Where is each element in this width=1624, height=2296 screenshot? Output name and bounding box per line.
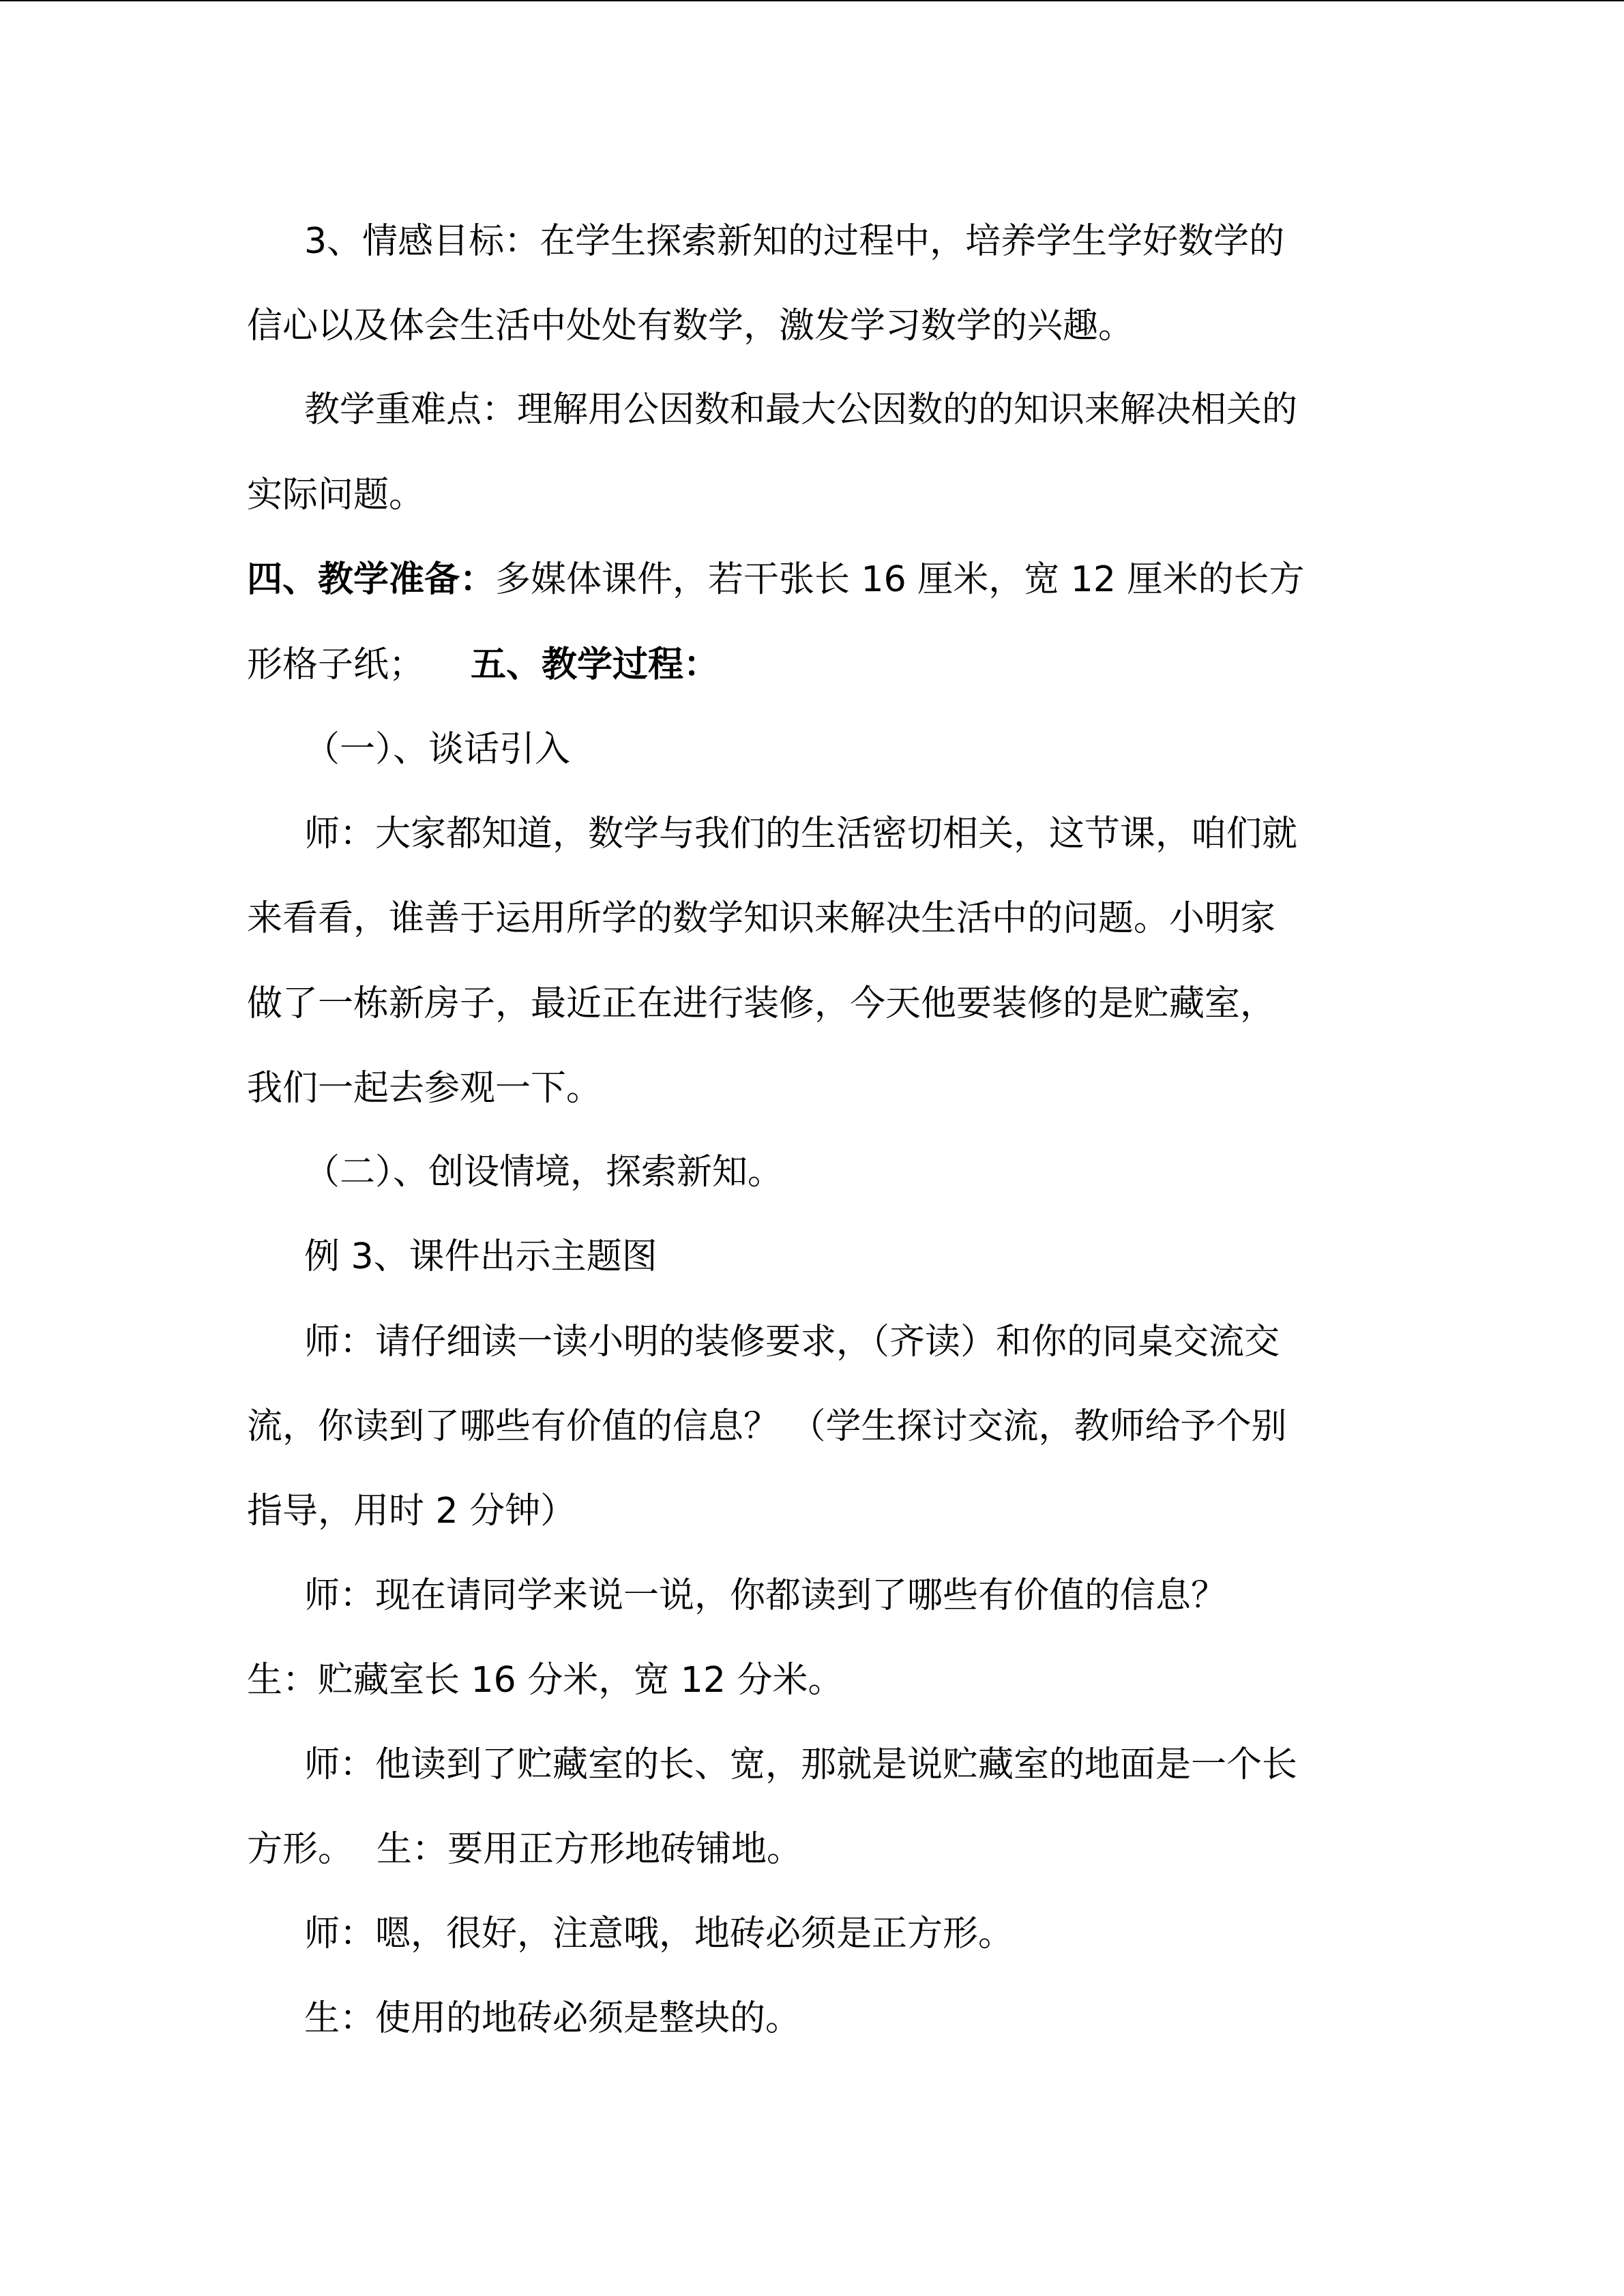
- paragraph-line: 指导，用时 2 分钟）: [247, 1491, 576, 1532]
- paragraph-line: [0, 555, 1624, 604]
- paragraph-text: 方形。: [247, 1829, 354, 1870]
- paragraph-line: 3、情感目标：在学生探索新知的过程中，培养学生学好数学的: [304, 221, 1285, 262]
- paragraph-line: 流，你读到了哪些有价值的信息？ （学生探讨交流，教师给予个别: [247, 1406, 1287, 1447]
- paragraph-line: 信心以及体会生活中处处有数学，激发学习数学的兴趣。: [247, 305, 1134, 346]
- subsection-heading: （一）、谈话引入: [304, 729, 571, 770]
- paragraph-line: 做了一栋新房子，最近正在进行装修，今天他要装修的是贮藏室，: [247, 983, 1276, 1024]
- paragraph-line: [0, 640, 1624, 689]
- paragraph-line: 师：嗯，很好，注意哦，地砖必须是正方形。: [304, 1913, 1014, 1954]
- section-text: 形格子纸；: [247, 644, 425, 685]
- paragraph-line: 实际问题。: [247, 475, 425, 516]
- paragraph-line: 师：请仔细读一读小明的装修要求，（齐读）和你的同桌交流交: [304, 1322, 1280, 1362]
- paragraph-line: 我们一起去参观一下。: [247, 1068, 602, 1109]
- paragraph-line: 师：大家都知道，数学与我们的生活密切相关，这节课，咱们就: [304, 814, 1298, 854]
- subsection-heading: （二）、创设情境，探索新知。: [304, 1152, 784, 1193]
- paragraph-line: 生：贮藏室长 16 分米，宽 12 分米。: [247, 1660, 844, 1701]
- paragraph-line: 师：他读到了贮藏室的长、宽，那就是说贮藏室的地面是一个长: [304, 1744, 1298, 1785]
- paragraph-line: [0, 1825, 1624, 1874]
- section-heading: 四、教学准备：: [247, 559, 496, 600]
- paragraph-text: 生：要用正方形地砖铺地。: [377, 1829, 803, 1870]
- paragraph-line: 来看看，谁善于运用所学的数学知识来解决生活中的问题。小明家: [247, 898, 1276, 939]
- section-text: 多媒体课件，若干张长 16 厘米，宽 12 厘米的长方: [495, 559, 1305, 600]
- paragraph-line: 教学重难点：理解用公因数和最大公因数的的知识来解决相关的: [304, 389, 1298, 430]
- paragraph-line: 生：使用的地砖必须是整块的。: [304, 1998, 801, 2039]
- paragraph-line: 师：现在请同学来说一说，你都读到了哪些有价值的信息？: [304, 1575, 1227, 1616]
- paragraph-line: 例 3、课件出示主题图: [304, 1236, 658, 1277]
- section-heading: 五、教学过程：: [471, 644, 720, 685]
